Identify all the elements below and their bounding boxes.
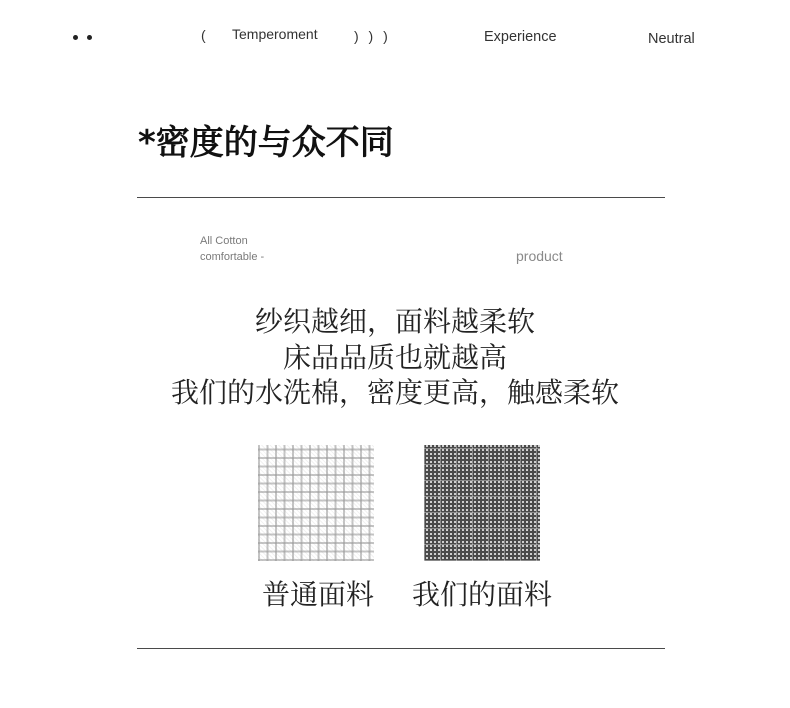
fabric-swatch-regular [258, 445, 374, 561]
header-experience: Experience [484, 29, 557, 45]
fabric-swatch-ours [424, 445, 540, 561]
tagline-comfortable: comfortable - [200, 251, 265, 263]
dot-icon [87, 35, 92, 40]
description-line: 纱织越细，面料越柔软 [254, 305, 535, 338]
header-open-paren: ( [201, 27, 206, 43]
header-neutral: Neutral [648, 31, 695, 47]
swatch-label-regular: 普通面料 [261, 578, 374, 611]
description-line: 我们的水洗棉，密度更高，触感柔软 [170, 376, 619, 409]
description-line: 床品品质也就越高 [282, 340, 507, 374]
swatch-label-ours: 我们的面料 [411, 578, 552, 611]
header-temperament: Temperoment [232, 26, 318, 42]
divider-bottom [137, 648, 665, 649]
page-title: *密度的与众不同 [138, 123, 394, 163]
dot-icon [73, 35, 78, 40]
tagline-all-cotton: All Cotton [200, 235, 248, 247]
tagline-product: product [516, 248, 563, 264]
description-block [0, 304, 790, 411]
divider-top [137, 197, 665, 198]
header-close-parens: ) ) ) [354, 28, 391, 44]
